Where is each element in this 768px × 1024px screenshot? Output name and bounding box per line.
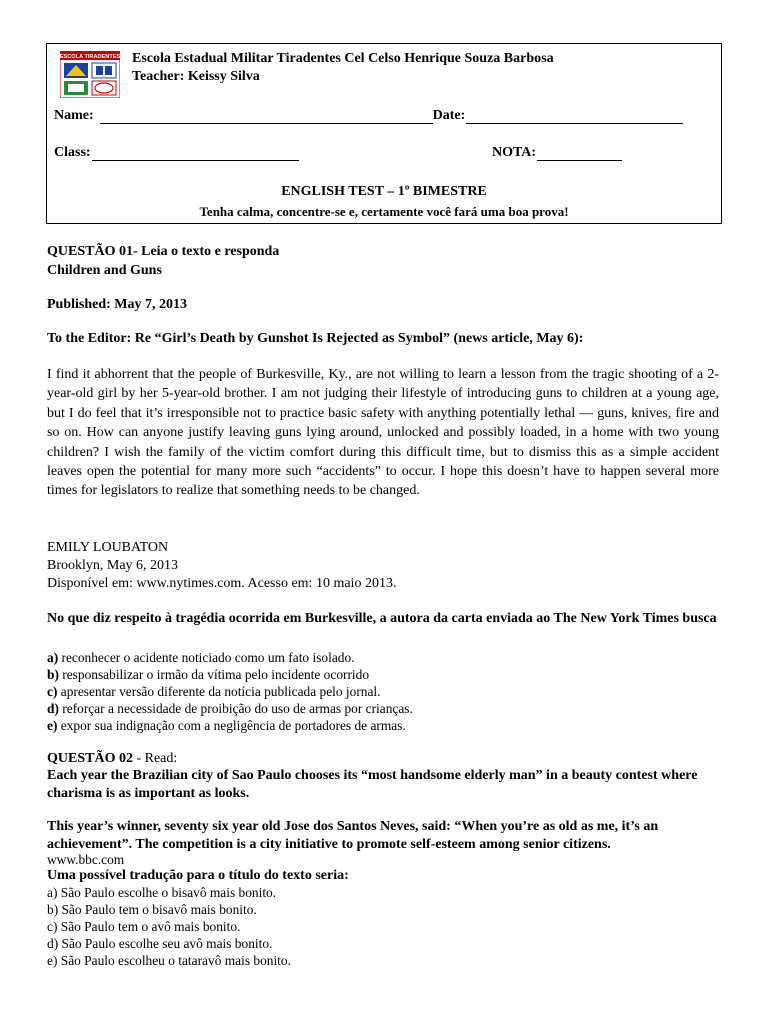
name-date-row (54, 108, 683, 124)
q1-heading: QUESTÃO 01- Leia o texto e responda (47, 244, 280, 259)
q2-heading-suffix: - Read: (132, 751, 178, 766)
q1-option-e[interactable] (47, 717, 406, 735)
logo-text: ESCOLA TIRADENTES (60, 54, 120, 60)
class-field[interactable] (92, 148, 299, 161)
nota-label: NOTA: (492, 145, 537, 160)
option-letter: d) (47, 701, 59, 716)
letter-author: EMILY LOUBATON (47, 540, 169, 555)
name-field[interactable] (100, 111, 433, 124)
q2-option-d[interactable]: d) São Paulo escolhe seu avô mais bonito. (47, 936, 273, 951)
q2-option-b[interactable]: b) São Paulo tem o bisavô mais bonito. (47, 902, 257, 917)
q1-option-c[interactable] (47, 683, 381, 701)
letter-body: I find it abhorrent that the people of Burkesville, Ky., are not willing to learn a lesson from the tragic shooting of a 2-year-old girl by her 5-year-old brother. I am not judging their lifestyle of introducing guns to children at a young age, but I do feel that it’s irresponsible not to practice basic safety with anything potentially lethal — guns, knives, fire and so on. How can anyone justify leaving guns lying around, unlocked and possibly loaded, in a home with two young children? I wish the family of the victim comfort during this difficult time, but to dismiss this as a simple accident leaves open the potential for many more such “accidents” to occur. I hope this doesn’t have to happen several more times for legislators to realize that something needs to be changed. (47, 367, 719, 499)
school-name: Escola Estadual Militar Tiradentes Cel Celso Henrique Souza Barbosa (132, 51, 554, 66)
option-text: reconhecer o acidente noticiado como um fato isolado. (58, 650, 355, 665)
q2-source: www.bbc.com (47, 852, 125, 867)
q2-question: Uma possível tradução para o título do texto seria: (47, 868, 349, 883)
test-motto: Tenha calma, concentre-se e, certamente você fará uma boa prova! (199, 204, 569, 219)
q1-option-a[interactable] (47, 649, 355, 667)
q2-text-1: Each year the Brazilian city of Sao Paulo chooses its “most handsome elderly man” in a beauty contest where charisma is as important as looks. (47, 768, 698, 801)
q1-option-d[interactable] (47, 700, 413, 718)
q2-heading: QUESTÃO 02 (47, 751, 133, 766)
class-row (54, 145, 299, 161)
editor-line: To the Editor: Re “Girl’s Death by Gunshot Is Rejected as Symbol” (news article, May 6): (47, 331, 584, 346)
q2-heading-line (47, 750, 177, 768)
option-text: reforçar a necessidade de proibição do uso de armas por crianças. (58, 701, 413, 716)
option-text: expor sua indignação com a negligência de portadores de armas. (57, 718, 406, 733)
option-text: apresentar versão diferente da notícia publicada pelo jornal. (57, 684, 381, 699)
name-label: Name: (54, 108, 94, 123)
q1-option-b[interactable] (47, 666, 369, 684)
q2-option-c[interactable]: c) São Paulo tem o avô mais bonito. (47, 919, 241, 934)
option-letter: c) (47, 684, 58, 699)
q2-option-e[interactable]: e) São Paulo escolheu o tataravô mais bonito. (47, 953, 291, 968)
q2-option-a[interactable]: a) São Paulo escolhe o bisavô mais bonito. (47, 885, 277, 900)
q2-text-2: This year’s winner, seventy six year old Jose dos Santos Neves, said: “When you’re as old as me, it’s an achievement”. The competition is a city initiative to promote self-esteem among senior citizens. (47, 819, 659, 852)
test-header (46, 43, 722, 224)
class-label: Class: (54, 145, 91, 160)
published-date: Published: May 7, 2013 (47, 297, 188, 312)
option-letter: a) (47, 650, 59, 665)
test-title: ENGLISH TEST – 1º BIMESTRE (281, 184, 487, 199)
date-field[interactable] (466, 111, 683, 124)
school-logo (60, 51, 120, 98)
teacher-name: Teacher: Keissy Silva (132, 69, 260, 84)
date-label: Date: (432, 108, 466, 123)
letter-location-date: Brooklyn, May 6, 2013 (47, 558, 179, 573)
option-text: responsabilizar o irmão da vítima pelo incidente ocorrido (58, 667, 370, 682)
letter-source: Disponível em: www.nytimes.com. Acesso em: 10 maio 2013. (47, 576, 397, 591)
nota-field[interactable] (537, 148, 622, 161)
option-letter: b) (47, 667, 59, 682)
article-title: Children and Guns (47, 263, 162, 278)
nota-row (492, 145, 622, 161)
option-letter: e) (47, 718, 58, 733)
q1-question: No que diz respeito à tragédia ocorrida em Burkesville, a autora da carta enviada ao The New York Times busca (47, 611, 717, 626)
